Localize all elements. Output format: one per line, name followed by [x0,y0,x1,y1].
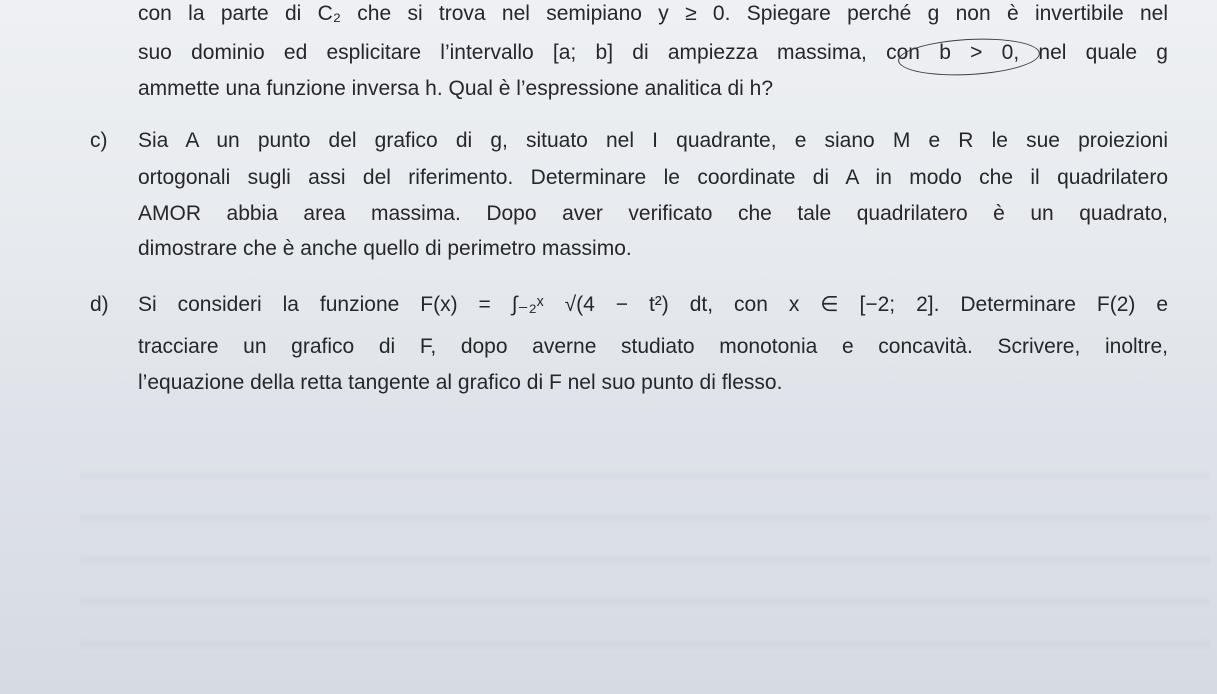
text-line-2: suo dominio ed esplicitare l’intervallo [a; b] di ampiezza massima, con b > 0, nel quale g [138,41,1168,64]
item-c-line-4: dimostrare che è anche quello di perimetro massimo. [138,237,632,260]
item-d-line-1: Si consideri la funzione F(x) = ∫₋₂ˣ √(4 − t²) dt, con x ∈ [−2; 2]. Determinare F(2) e [138,293,1168,316]
show-through-text [80,440,1210,670]
item-d-line-2: tracciare un grafico di F, dopo averne studiato monotonia e concavità. Scrivere, inoltre, [138,335,1168,358]
item-d-line-3: l’equazione della retta tangente al grafico di F nel suo punto di flesso. [138,371,783,394]
item-c-label: c) [90,129,108,152]
item-c-line-2: ortogonali sugli assi del riferimento. Determinare le coordinate di A in modo che il quadrilatero [138,166,1168,189]
item-c-line-1: Sia A un punto del grafico di g, situato nel I quadrante, e siano M e R le sue proiezioni [138,129,1168,152]
text-line-3: ammette una funzione inversa h. Qual è l’espressione analitica di h? [138,77,774,100]
text-line-1: con la parte di C₂ che si trova nel semipiano y ≥ 0. Spiegare perché g non è invertibile nel [138,2,1168,25]
item-c-line-3: AMOR abbia area massima. Dopo aver verificato che tale quadrilatero è un quadrato, [138,202,1168,225]
item-d-label: d) [90,293,109,316]
